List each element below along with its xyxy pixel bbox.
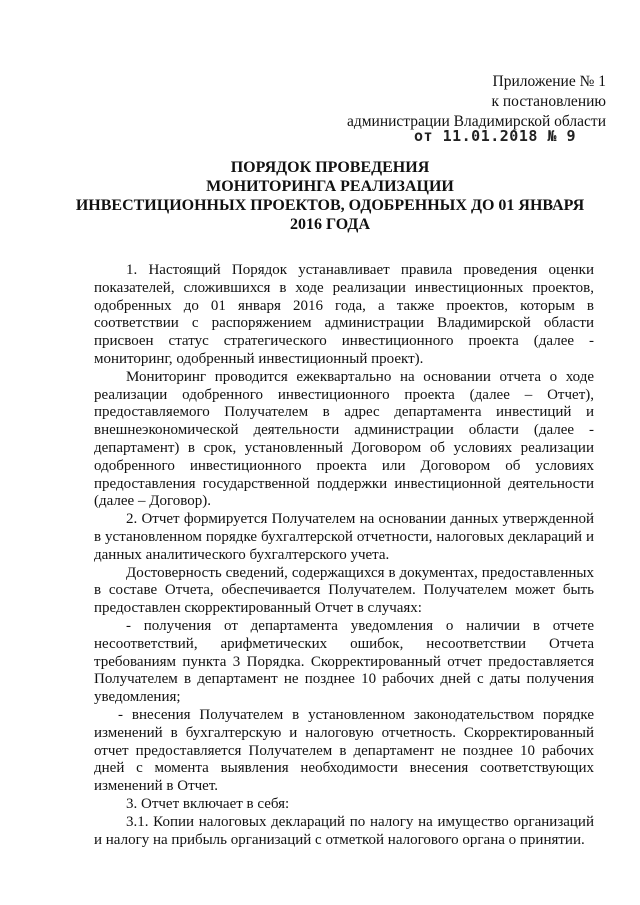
paragraph-reliability: Достоверность сведений, содержащихся в документах, предоставленных в составе Отчета, обеспечивается Получателем. Получателем может быть предоставлен скорректированный Отчет в случаях: (94, 564, 594, 617)
title-line: ИНВЕСТИЦИОННЫХ ПРОЕКТОВ, ОДОБРЕННЫХ ДО 01 ЯНВАРЯ (75, 197, 585, 214)
paragraph-1: 1. Настоящий Порядок устанавливает правила проведения оценки показателей, сложившихся в ходе реализации инвестиционных проектов, одобренных до 01 января 2016 года, а также проектов, которым в соответствии с распоряжением администрации Владимирской области присвоен статус стратегического инвестиционного проекта (далее - мониторинг, одобренный инвестиционный проект). (94, 262, 594, 367)
paragraph-3: 3. Отчет включает в себя: (126, 795, 290, 812)
document-body (94, 262, 594, 849)
document-title (60, 158, 600, 234)
title-line: 2016 ГОДА (290, 216, 370, 233)
paragraph-3-1: 3.1. Копии налоговых деклараций по налогу на имущество организаций и налогу на прибыль организаций с отметкой налогового органа о принятии. (94, 813, 594, 848)
title-line: МОНИТОРИНГА РЕАЛИЗАЦИИ (206, 178, 454, 195)
paragraph-monitoring: Мониторинг проводится ежеквартально на основании отчета о ходе реализации одобренного инвестиционного проекта (далее – Отчет), предоставляемого Получателем в адрес департамента инвестиций и внешнеэкономической деятельности администрации области (далее - департамент) в срок, установленный Договором об условиях реализации одобренного инвестиционного проекта или Договором об условиях предоставления государственной поддержки инвестиционной деятельности (далее – Договор). (94, 368, 594, 510)
appendix-number: Приложение № 1 (492, 73, 606, 90)
list-item-changes: - внесения Получателем в установленном законодательством порядке изменений в бухгалтерскую и налоговую отчетность. Скорректированный отчет предоставляется Получателем в департамент не позднее 10 рабочих дней с момента выявления необходимости внесения соответствующих изменений в Отчет. (94, 706, 594, 795)
appendix-block (306, 72, 606, 132)
decree-date-stamp: от 11.01.2018 № 9 (414, 127, 577, 145)
appendix-authority: администрации Владимирской области (346, 113, 606, 130)
title-line: ПОРЯДОК ПРОВЕДЕНИЯ (230, 159, 430, 176)
appendix-reference: к постановлению (491, 93, 606, 110)
paragraph-2: 2. Отчет формируется Получателем на основании данных утвержденной в установленном порядке бухгалтерской отчетности, налоговых деклараций и данных аналитического бухгалтерского учета. (94, 511, 594, 563)
list-item-notification: - получения от департамента уведомления о наличии в отчете несоответствий, арифметических ошибок, несоответствии Отчета требованиям пункта 3 Порядка. Скорректированный отчет предоставляется Получателем в департамент не позднее 10 рабочих дней с даты получения уведомления; (94, 617, 594, 706)
